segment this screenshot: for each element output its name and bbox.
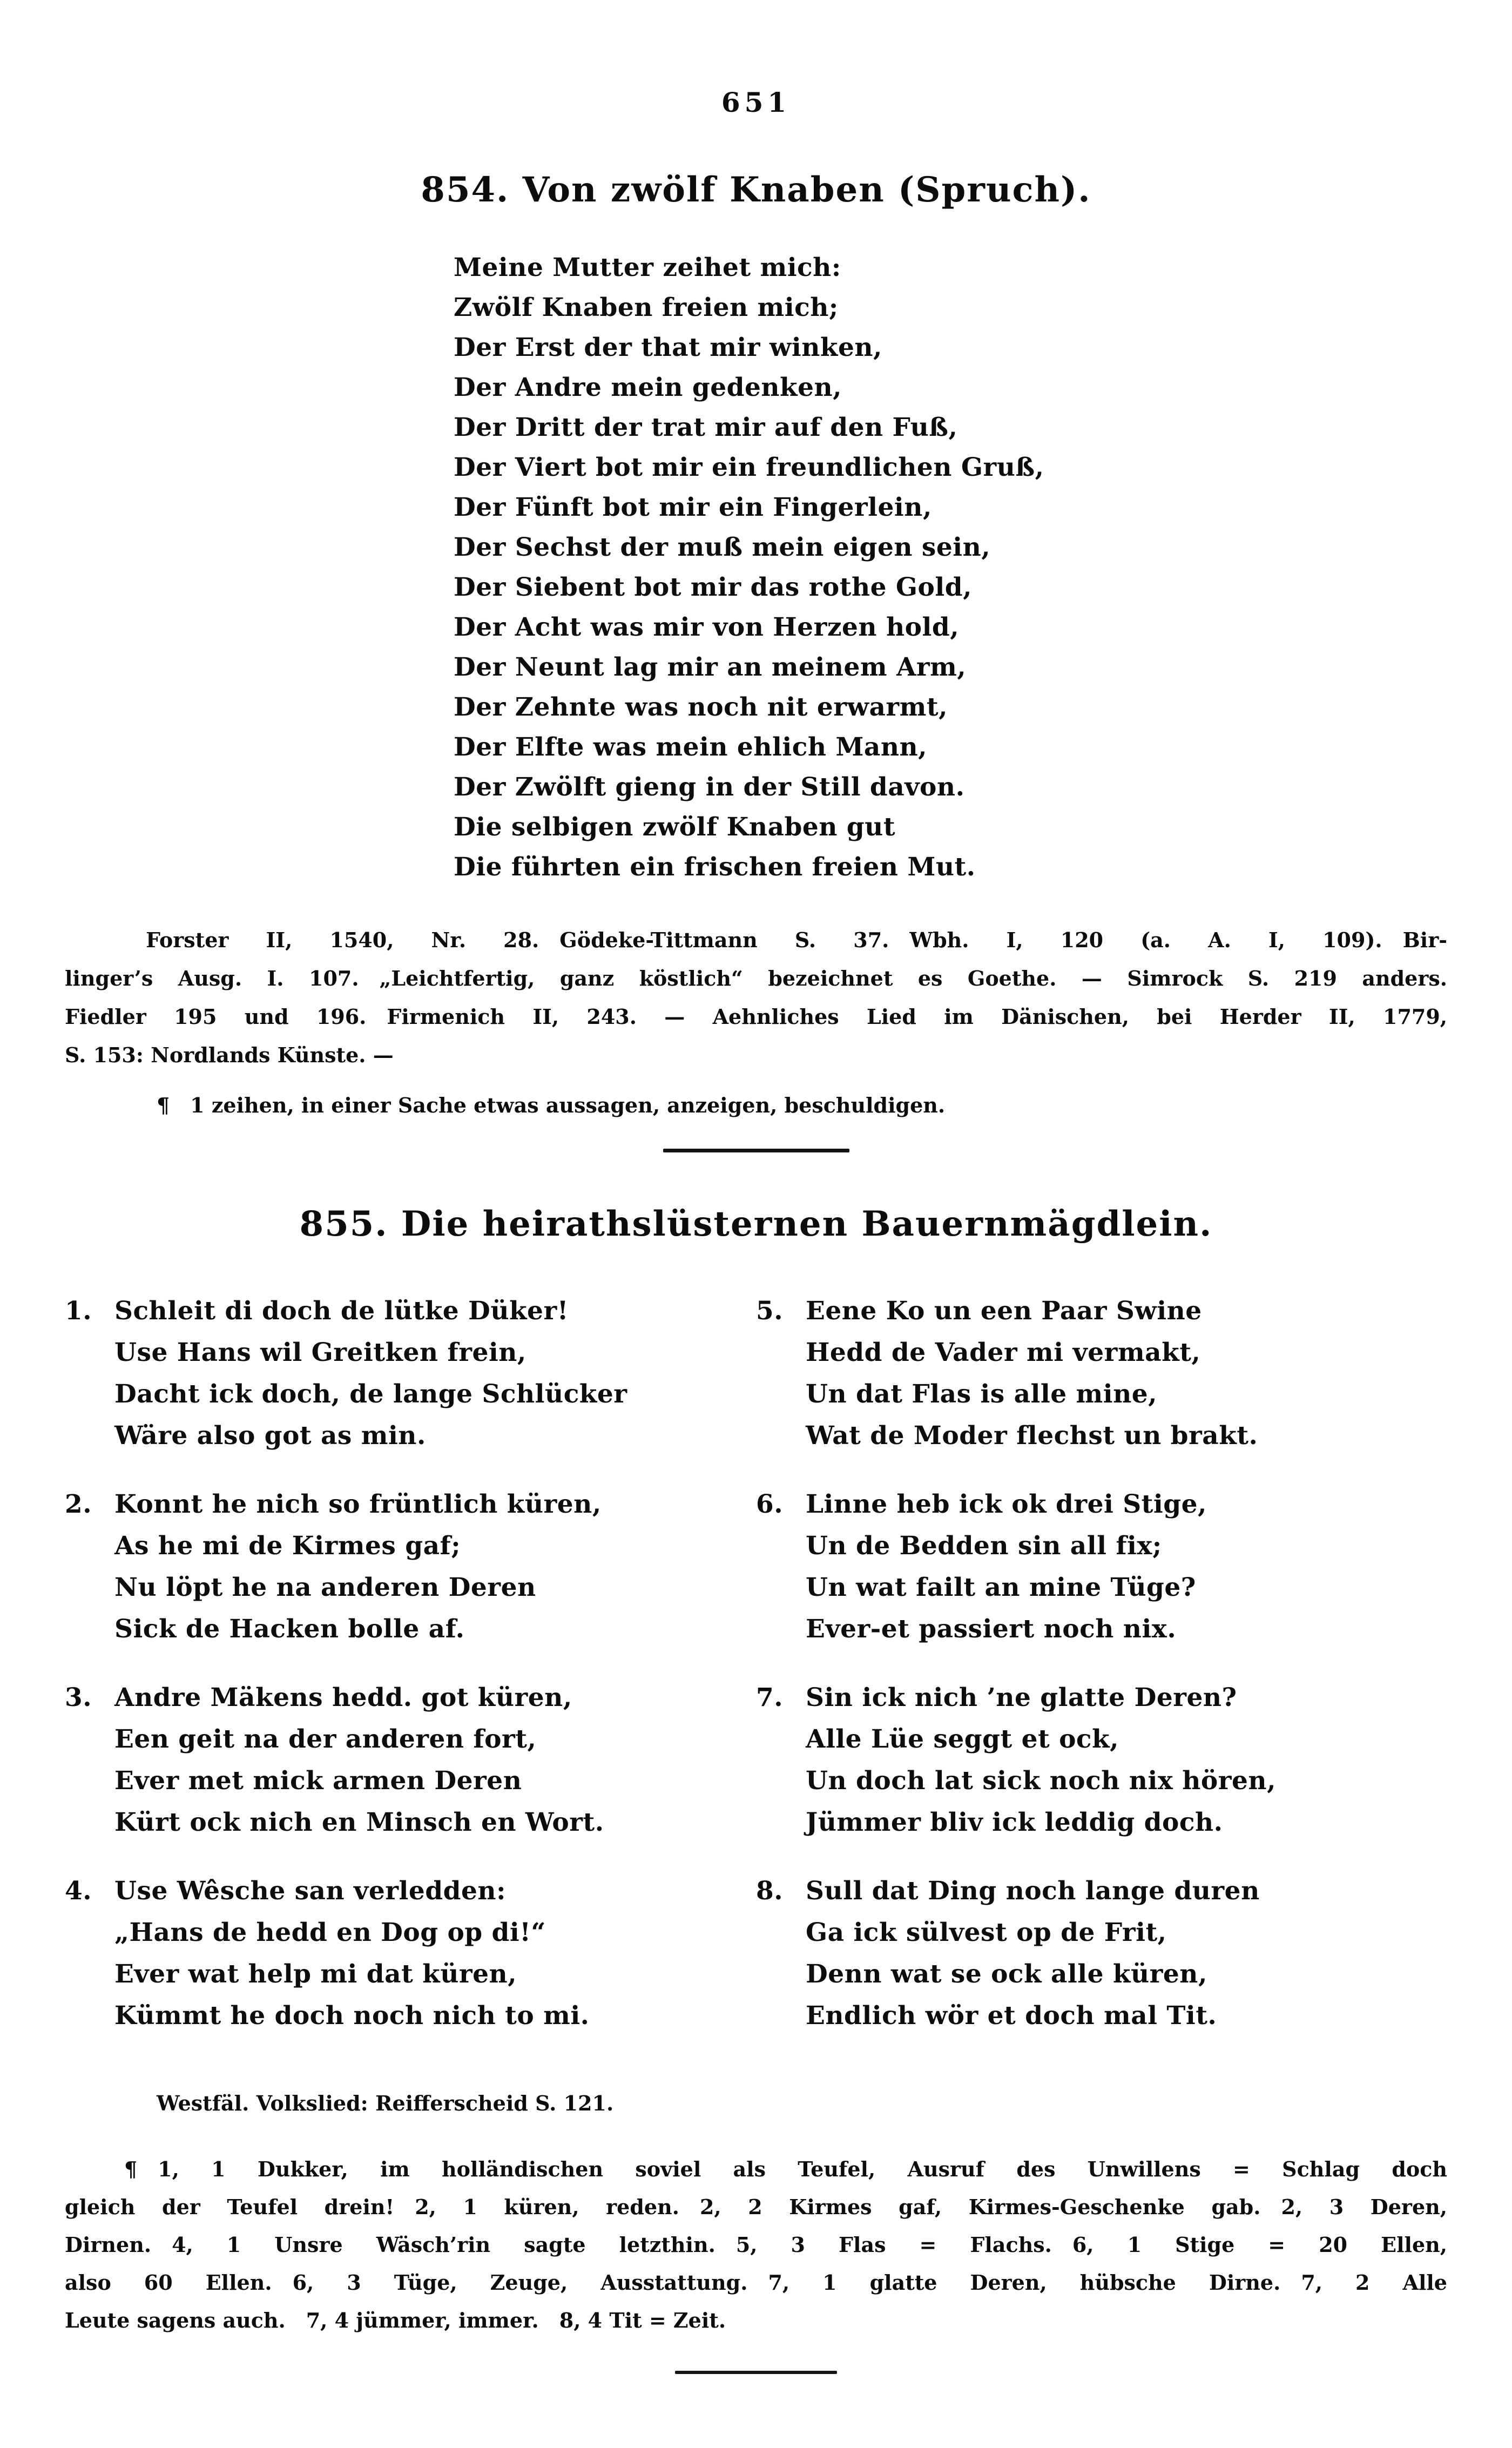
reference-line: Forster II, 1540, Nr. 28. Gödeke-Tittmann S. 37. Wbh. I, 120 (a. A. I, 109). Bir- <box>146 928 1447 952</box>
verses-left-column <box>65 1290 756 2063</box>
poem-line: Der Viert bot mir ein freundlichen Gruß, <box>454 453 1044 482</box>
verse-line: Eene Ko un een Paar Swine <box>806 1296 1202 1326</box>
verse-line: Denn wat se ock alle küren, <box>806 1959 1207 1989</box>
gloss-line: ¶ 1, 1 Dukker, im holländischen soviel als Teufel, Ausruf des Unwillens = Schlag doch <box>124 2157 1447 2181</box>
verse-line: Ga ick sülvest op de Frit, <box>806 1918 1167 1947</box>
verse-1 <box>65 1290 756 1456</box>
verse-line: Use Wêsche san verledden: <box>114 1876 506 1906</box>
verse-line: Un dat Flas is alle mine, <box>806 1379 1158 1409</box>
gloss-line: Leute sagens auch. 7, 4 jümmer, immer. 8, 4 Tit = Zeit. <box>65 2308 726 2332</box>
verse-line: As he mi de Kirmes gaf; <box>114 1531 461 1561</box>
verse-line: Wat de Moder flechst un brakt. <box>806 1421 1258 1451</box>
song-854-gloss: ¶ 1 zeihen, in einer Sache etwas aussagen, anzeigen, beschuldigen. <box>157 1093 946 1117</box>
page-number: 651 <box>721 86 791 118</box>
verse-line: Ever-et passiert noch nix. <box>806 1614 1177 1644</box>
gloss-line: gleich der Teufel drein! 2, 1 küren, reden. 2, 2 Kirmes gaf, Kirmes-Geschenke gab. 2, 3 Deren, <box>65 2195 1447 2219</box>
verse-line: Nu löpt he na anderen Deren <box>114 1573 536 1602</box>
song-854-poem <box>454 248 1512 887</box>
verse-line: Un doch lat sick noch nix hören, <box>806 1766 1276 1796</box>
verse-line: Een geit na der anderen fort, <box>114 1724 537 1754</box>
poem-line: Der Acht was mir von Herzen hold, <box>454 612 960 642</box>
verse-line: Kürt ock nich en Minsch en Wort. <box>114 1808 604 1837</box>
verse-number: 3. <box>65 1683 92 1712</box>
verse-number: 4. <box>65 1876 92 1906</box>
verse-number: 1. <box>65 1296 92 1326</box>
verse-4 <box>65 1870 756 2036</box>
poem-line: Zwölf Knaben freien mich; <box>454 293 839 322</box>
poem-line: Die führten ein frischen freien Mut. <box>454 852 976 882</box>
verse-line: Use Hans wil Greitken frein, <box>114 1338 526 1367</box>
bottom-divider <box>675 2371 837 2374</box>
poem-line: Der Neunt lag mir an meinem Arm, <box>454 652 967 682</box>
verse-line: Un wat failt an mine Tüge? <box>806 1573 1196 1602</box>
song-855-verses <box>65 1290 1447 2063</box>
verse-number: 8. <box>756 1876 784 1906</box>
poem-line: Der Andre mein gedenken, <box>454 373 842 402</box>
verse-line: Hedd de Vader mi vermakt, <box>806 1338 1201 1367</box>
gloss-line: also 60 Ellen. 6, 3 Tüge, Zeuge, Ausstattung. 7, 1 glatte Deren, hübsche Dirne. 7, 2 Alle <box>65 2270 1447 2295</box>
song-855-title: 855. Die heirathslüsternen Bauernmägdlein. <box>299 1204 1213 1244</box>
verse-8 <box>756 1870 1447 2036</box>
verse-number: 7. <box>756 1683 784 1712</box>
song-854-references <box>65 921 1447 1074</box>
song-854-title: 854. Von zwölf Knaben (Spruch). <box>421 170 1091 210</box>
verse-number: 5. <box>756 1296 784 1326</box>
verse-line: Ever met mick armen Deren <box>114 1766 522 1796</box>
poem-line: Der Erst der that mir winken, <box>454 333 882 362</box>
poem-line: Meine Mutter zeihet mich: <box>454 253 841 282</box>
poem-line: Der Elfte was mein ehlich Mann, <box>454 732 928 762</box>
verse-line: Un de Bedden sin all fix; <box>806 1531 1162 1561</box>
song-855-gloss <box>65 2150 1447 2339</box>
poem-line: Der Zwölft gieng in der Still davon. <box>454 772 965 802</box>
verse-6 <box>756 1483 1447 1650</box>
section-divider <box>663 1149 849 1152</box>
poem-line: Der Sechst der muß mein eigen sein, <box>454 532 991 562</box>
poem-line: Der Fünft bot mir ein Fingerlein, <box>454 493 932 522</box>
poem-line: Der Siebent bot mir das rothe Gold, <box>454 572 972 602</box>
poem-line: Die selbigen zwölf Knaben gut <box>454 812 896 842</box>
verse-line: Konnt he nich so früntlich küren, <box>114 1489 602 1519</box>
verse-line: Sull dat Ding noch lange duren <box>806 1876 1260 1906</box>
verse-line: Endlich wör et doch mal Tit. <box>806 2001 1217 2031</box>
verse-line: Jümmer bliv ick leddig doch. <box>806 1808 1223 1837</box>
verse-line: Kümmt he doch noch nich to mi. <box>114 2001 590 2031</box>
verse-line: „Hans de hedd en Dog op di!“ <box>114 1918 546 1947</box>
verse-line: Wäre also got as min. <box>114 1421 426 1451</box>
verse-number: 6. <box>756 1489 784 1519</box>
verses-right-column <box>756 1290 1447 2063</box>
verse-number: 2. <box>65 1489 92 1519</box>
verse-line: Sin ick nich ’ne glatte Deren? <box>806 1683 1237 1712</box>
verse-7 <box>756 1677 1447 1843</box>
verse-line: Alle Lüe seggt et ock, <box>806 1724 1119 1754</box>
verse-line: Dacht ick doch, de lange Schlücker <box>114 1379 627 1409</box>
reference-line: linger’s Ausg. I. 107. „Leichtfertig, ganz köstlich“ bezeichnet es Goethe. — Simrock S. 219 anders. <box>65 966 1447 990</box>
verse-5 <box>756 1290 1447 1456</box>
song-855-source: Westfäl. Volkslied: Reifferscheid S. 121. <box>157 2091 614 2115</box>
verse-line: Sick de Hacken bolle af. <box>114 1614 465 1644</box>
verse-line: Schleit di doch de lütke Düker! <box>114 1296 569 1326</box>
verse-3 <box>65 1677 756 1843</box>
verse-2 <box>65 1483 756 1650</box>
verse-line: Andre Mäkens hedd. got küren, <box>114 1683 572 1712</box>
verse-line: Linne heb ick ok drei Stige, <box>806 1489 1207 1519</box>
reference-line: Fiedler 195 und 196. Firmenich II, 243. — Aehnliches Lied im Dänischen, bei Herder II, 1779, <box>65 1004 1447 1029</box>
verse-line: Ever wat help mi dat küren, <box>114 1959 517 1989</box>
poem-line: Der Dritt der trat mir auf den Fuß, <box>454 413 958 442</box>
gloss-line: Dirnen. 4, 1 Unsre Wäsch’rin sagte letzthin. 5, 3 Flas = Flachs. 6, 1 Stige = 20 Ellen, <box>65 2233 1447 2257</box>
reference-line: S. 153: Nordlands Künste. — <box>65 1043 394 1067</box>
poem-line: Der Zehnte was noch nit erwarmt, <box>454 692 948 722</box>
